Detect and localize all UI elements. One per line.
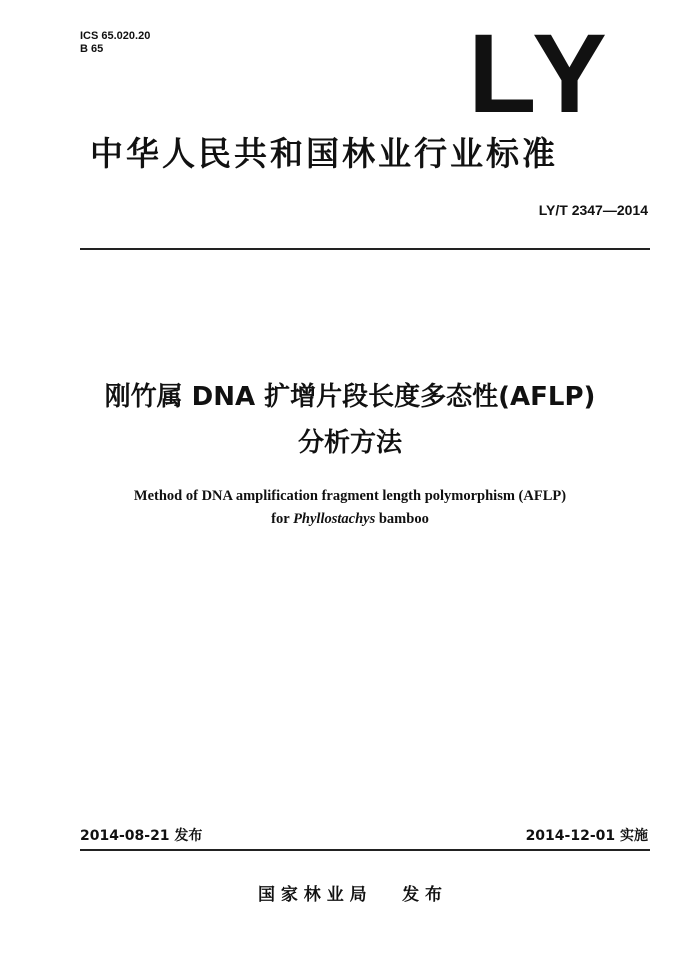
chinese-title-line-2: 分析方法 — [297, 428, 402, 458]
english-title — [0, 485, 700, 531]
issue-date: 2014-08-21 发布 — [80, 828, 203, 844]
organization-title: 中华人民共和国林业行业标准 — [90, 134, 558, 173]
english-title-line-1: Method of DNA amplification fragment length polymorphism (AFLP) — [133, 488, 567, 504]
top-divider — [80, 248, 650, 250]
english-title-suffix: bamboo — [378, 511, 429, 527]
bottom-divider — [80, 849, 650, 851]
publisher-line — [0, 884, 700, 906]
english-title-prefix: for — [271, 511, 290, 527]
english-title-genus: Phyllostachys — [293, 511, 376, 527]
ly-logo: LY — [468, 11, 613, 136]
implementation-date: 2014-12-01 实施 — [525, 828, 648, 844]
english-title-line-2 — [0, 508, 700, 531]
classification-codes — [80, 30, 150, 56]
publisher-name: 国 家 林 业 局 — [257, 885, 367, 905]
ccs-code: B 65 — [80, 43, 104, 55]
chinese-title-line-1: 刚竹属 DNA 扩增片段长度多态性(AFLP) — [104, 382, 596, 412]
ics-code: ICS 65.020.20 — [80, 30, 151, 42]
publisher-action: 发 布 — [402, 885, 443, 905]
standard-number: LY/T 2347—2014 — [538, 202, 648, 218]
